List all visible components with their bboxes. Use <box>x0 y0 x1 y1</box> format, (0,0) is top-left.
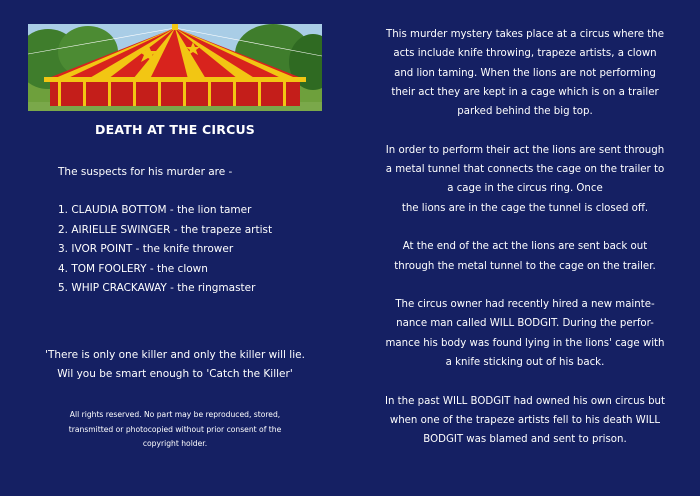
copyright-notice <box>55 408 295 452</box>
text-line: nance man called WILL BODGIT. During the perfor- <box>396 318 654 330</box>
suspect-item: 3. IVOR POINT - the knife thrower <box>58 243 234 255</box>
text-line: mance his body was found lying in the lions' cage with <box>385 337 665 349</box>
text-line: their act they are kept in a cage which is on a trailer <box>391 86 659 98</box>
text-line: and lion taming. When the lions are not performing <box>394 67 656 79</box>
text-line: when one of the trapeze artists fell to his death WILL <box>389 414 661 426</box>
killer-warning <box>28 346 322 384</box>
text-line: a cage in the circus ring. Once <box>447 183 603 195</box>
story-paragraph-victim <box>372 295 678 372</box>
suspect-item: 5. WHIP CRACKAWAY - the ringmaster <box>58 282 256 294</box>
text-line: a knife sticking out of his back. <box>445 357 605 369</box>
copyright-line: All rights reserved. No part may be reproduced, stored, <box>69 410 281 419</box>
story-paragraph-backstory <box>372 392 678 450</box>
story-column <box>372 25 678 469</box>
suspect-item: 2. AIRIELLE SWINGER - the trapeze artist <box>58 223 273 236</box>
text-line: through the metal tunnel to the cage on the trailer. <box>394 260 656 272</box>
warning-line: Wil you be smart enough to 'Catch the Killer' <box>57 368 293 380</box>
warning-line: 'There is only one killer and only the killer will lie. <box>45 349 305 361</box>
story-paragraph-setting <box>372 25 678 121</box>
text-line: a metal tunnel that connects the cage on the trailer to <box>385 164 665 176</box>
text-line: In order to perform their act the lions are sent through <box>385 144 665 156</box>
text-line: BODGIT was blamed and sent to prison. <box>423 434 627 446</box>
text-line: parked behind the big top. <box>457 106 593 118</box>
text-line: the lions are in the cage the tunnel is closed off. <box>401 202 649 214</box>
copyright-line: transmitted or photocopied without prior consent of the <box>68 424 282 434</box>
circus-tent-photo <box>28 24 322 111</box>
text-line: At the end of the act the lions are sent back out <box>402 241 648 253</box>
story-paragraph-return <box>372 237 678 276</box>
page-title: DEATH AT THE CIRCUS <box>95 122 255 137</box>
text-line: In the past WILL BODGIT had owned his own circus but <box>384 395 666 407</box>
suspect-item: 1. CLAUDIA BOTTOM - the lion tamer <box>58 204 252 216</box>
big-top-illustration <box>28 24 322 111</box>
story-paragraph-tunnel <box>372 141 678 218</box>
text-line: acts include knife throwing, trapeze artists, a clown <box>393 48 657 60</box>
copyright-line: copyright holder. <box>142 439 208 448</box>
suspects-intro: The suspects for his murder are - <box>58 166 233 178</box>
text-line: The circus owner had recently hired a new mainte- <box>395 299 655 311</box>
text-line: This murder mystery takes place at a circus where the <box>385 29 665 40</box>
suspect-item: 4. TOM FOOLERY - the clown <box>58 262 208 275</box>
suspects-list <box>58 201 272 299</box>
